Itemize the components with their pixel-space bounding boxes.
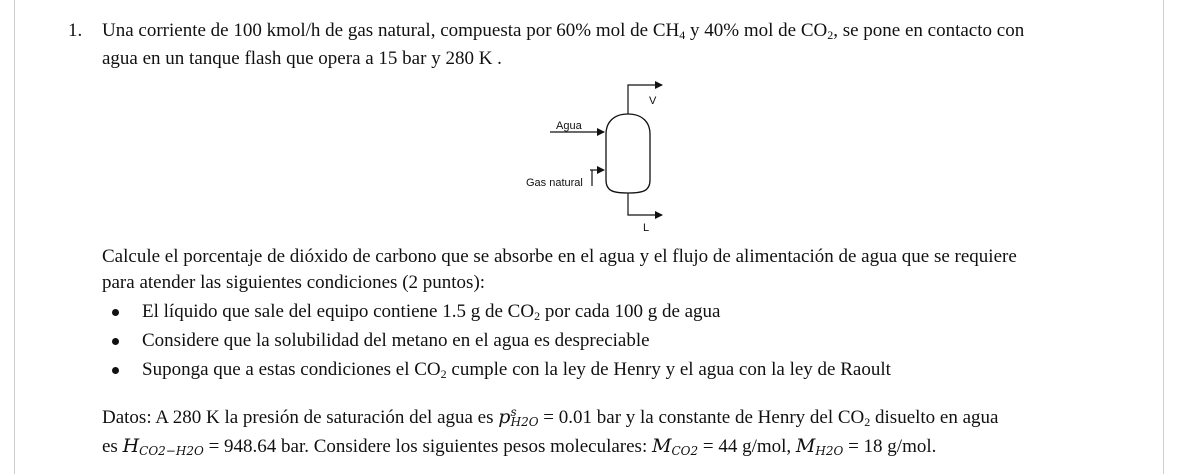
data-line-2: es $H_{CO2-H2O} = 948.64$ bar. Considere los siguientes pesos moleculares: $M_{CO2} = 44$ g/mol, $M_{H2O} = 18$ g/mol. xyxy=(102,435,937,458)
henry-constant-symbol: $H_{CO2-H2O}$ xyxy=(122,435,204,458)
flash-tank-diagram xyxy=(500,76,680,236)
saturation-pressure-symbol: $p^s_{H2O}$ xyxy=(498,405,539,429)
statement-line-1: Una corriente de 100 kmol/h de gas natural, compuesta por 60% mol de $CH_4$ y 40% mol de $CO_2$, se pone en contacto con xyxy=(102,20,1025,42)
data-line-1: Datos: A 280 K la presión de saturación del agua es $p^s_{H2O} = 0.01$ bar y la constante de Henry del $CO_2$ disuelto en agua xyxy=(102,405,999,429)
water-label: Agua xyxy=(556,120,582,132)
bullet-item-3: Suponga que a estas condiciones el $CO_2$ cumple con la ley de Henry y el agua con la ley de Raoult xyxy=(142,359,891,381)
bullet-dot-3 xyxy=(112,367,119,374)
question-line-2: para atender las siguientes condiciones (2 puntos): xyxy=(102,272,486,293)
question-line-1: Calcule el porcentaje de dióxido de carbono que se absorbe en el agua y el flujo de alimentación de agua que se requiere xyxy=(102,246,1017,267)
gas-label: Gas natural xyxy=(526,177,583,189)
bullet-dot-1 xyxy=(112,309,119,316)
statement-line-2: agua en un tanque flash que opera a 15 bar y 280 K . xyxy=(102,48,502,69)
problem-number: 1. xyxy=(68,20,83,41)
page-border-right xyxy=(1163,0,1164,474)
bullet-item-2: Considere que la solubilidad del metano en el agua es despreciable xyxy=(142,330,650,351)
bullet-item-1: El líquido que sale del equipo contiene 1.5 g de $CO_2$ por cada 100 g de agua xyxy=(142,301,721,323)
liquid-outlet-arrow xyxy=(628,193,662,215)
flash-tank xyxy=(606,114,650,193)
vapor-outlet-arrow xyxy=(628,85,662,114)
bullet-dot-2 xyxy=(112,338,119,345)
molar-mass-co2-symbol: $M_{CO2}$ xyxy=(651,435,699,458)
liquid-label: L xyxy=(643,222,650,234)
page-border-left xyxy=(14,0,15,474)
vapor-label: V xyxy=(649,95,657,107)
molar-mass-h2o-symbol: $M_{H2O}$ xyxy=(795,435,844,458)
